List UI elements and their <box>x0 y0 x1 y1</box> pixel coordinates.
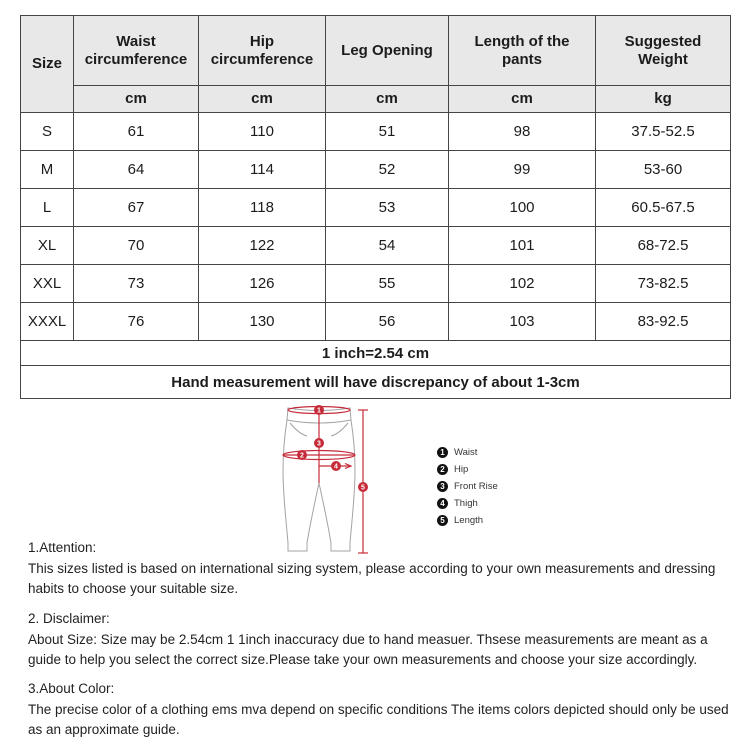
unit-hip: cm <box>199 86 326 113</box>
marker-hip <box>297 450 307 460</box>
note-attention-heading: 1.Attention: <box>28 540 97 555</box>
legend-label: Hip <box>454 464 469 475</box>
cell-hip: 118 <box>199 189 326 227</box>
table-unit-row <box>21 86 731 113</box>
note-attention <box>28 538 735 600</box>
cell-size: S <box>21 113 74 151</box>
footnote-inch-conversion: 1 inch=2.54 cm <box>21 341 731 366</box>
note-about-color <box>28 679 735 741</box>
table-row-l <box>21 189 731 227</box>
legend-label: Length <box>454 515 484 526</box>
cell-leg-opening: 53 <box>326 189 449 227</box>
cell-length: 102 <box>449 265 596 303</box>
unit-leg-opening: cm <box>326 86 449 113</box>
table-row-xxxl <box>21 303 731 341</box>
cell-weight: 37.5-52.5 <box>596 113 731 151</box>
cell-weight: 73-82.5 <box>596 265 731 303</box>
footnote-hand-measurement: Hand measurement will have discrepancy of about 1-3cm <box>21 366 731 399</box>
cell-leg-opening: 51 <box>326 113 449 151</box>
marker-length <box>358 482 368 492</box>
note-disclaimer <box>28 609 735 671</box>
col-header-leg-opening: Leg Opening <box>326 16 449 86</box>
unit-weight: kg <box>596 86 731 113</box>
table-footnote-row-inch <box>21 341 731 366</box>
note-about-color-heading: 3.About Color: <box>28 681 115 696</box>
cell-size: XL <box>21 227 74 265</box>
pants-outline-graphic <box>278 403 373 558</box>
note-about-color-body: The precise color of a clothing ems mva depend on specific conditions The items colors depicted should only be used as an approximate guide. <box>28 701 729 737</box>
cell-waist: 76 <box>74 303 199 341</box>
cell-hip: 122 <box>199 227 326 265</box>
table-row-xxl <box>21 265 731 303</box>
unit-length: cm <box>449 86 596 113</box>
svg-text:1: 1 <box>317 407 321 415</box>
size-chart-table <box>20 15 731 399</box>
cell-weight: 53-60 <box>596 151 731 189</box>
cell-weight: 60.5-67.5 <box>596 189 731 227</box>
legend-item-hip <box>437 461 498 478</box>
marker-waist <box>314 405 324 415</box>
cell-waist: 64 <box>74 151 199 189</box>
col-header-weight: Suggested Weight <box>596 16 731 86</box>
note-disclaimer-heading: 2. Disclaimer: <box>28 611 110 626</box>
legend-number-badge: 1 <box>437 447 448 458</box>
cell-leg-opening: 54 <box>326 227 449 265</box>
cell-leg-opening: 56 <box>326 303 449 341</box>
cell-weight: 68-72.5 <box>596 227 731 265</box>
table-row-xl <box>21 227 731 265</box>
cell-length: 101 <box>449 227 596 265</box>
svg-text:5: 5 <box>361 484 365 492</box>
cell-leg-opening: 55 <box>326 265 449 303</box>
cell-size: L <box>21 189 74 227</box>
legend-item-thigh <box>437 495 498 512</box>
svg-text:3: 3 <box>317 440 321 448</box>
col-header-size: Size <box>21 16 74 113</box>
legend-item-length <box>437 512 498 529</box>
note-disclaimer-body: About Size: Size may be 2.54cm 1 1inch inaccuracy due to hand measuer. Thsese measurements are meant as a guide to help you select the correct size.Please take your own measurements and choose your size accordingly. <box>28 631 708 667</box>
marker-thigh <box>331 461 341 471</box>
col-header-hip: Hip circumference <box>199 16 326 86</box>
diagram-legend <box>437 444 498 529</box>
pants-measurement-diagram <box>0 398 750 558</box>
legend-item-waist <box>437 444 498 461</box>
marker-front-rise <box>314 438 324 448</box>
cell-hip: 110 <box>199 113 326 151</box>
cell-waist: 67 <box>74 189 199 227</box>
table-row-m <box>21 151 731 189</box>
cell-size: XXXL <box>21 303 74 341</box>
cell-waist: 73 <box>74 265 199 303</box>
cell-hip: 130 <box>199 303 326 341</box>
legend-number-badge: 5 <box>437 515 448 526</box>
cell-hip: 114 <box>199 151 326 189</box>
cell-size: M <box>21 151 74 189</box>
table-header-row <box>21 16 731 86</box>
unit-waist: cm <box>74 86 199 113</box>
cell-size: XXL <box>21 265 74 303</box>
col-header-length: Length of the pants <box>449 16 596 86</box>
legend-number-badge: 4 <box>437 498 448 509</box>
legend-label: Thigh <box>454 498 478 509</box>
cell-length: 100 <box>449 189 596 227</box>
cell-weight: 83-92.5 <box>596 303 731 341</box>
table-footnote-row-discrepancy <box>21 366 731 399</box>
cell-length: 99 <box>449 151 596 189</box>
cell-waist: 70 <box>74 227 199 265</box>
cell-leg-opening: 52 <box>326 151 449 189</box>
legend-label: Front Rise <box>454 481 498 492</box>
legend-number-badge: 2 <box>437 464 448 475</box>
legend-label: Waist <box>454 447 478 458</box>
cell-hip: 126 <box>199 265 326 303</box>
svg-text:4: 4 <box>334 463 338 471</box>
legend-item-front-rise <box>437 478 498 495</box>
cell-waist: 61 <box>74 113 199 151</box>
cell-length: 103 <box>449 303 596 341</box>
svg-text:2: 2 <box>300 452 304 460</box>
legend-number-badge: 3 <box>437 481 448 492</box>
note-attention-body: This sizes listed is based on international sizing system, please according to your own measurements and dressing habits to choose your suitable size. <box>28 560 716 596</box>
table-row-s <box>21 113 731 151</box>
cell-length: 98 <box>449 113 596 151</box>
col-header-waist: Waist circumference <box>74 16 199 86</box>
